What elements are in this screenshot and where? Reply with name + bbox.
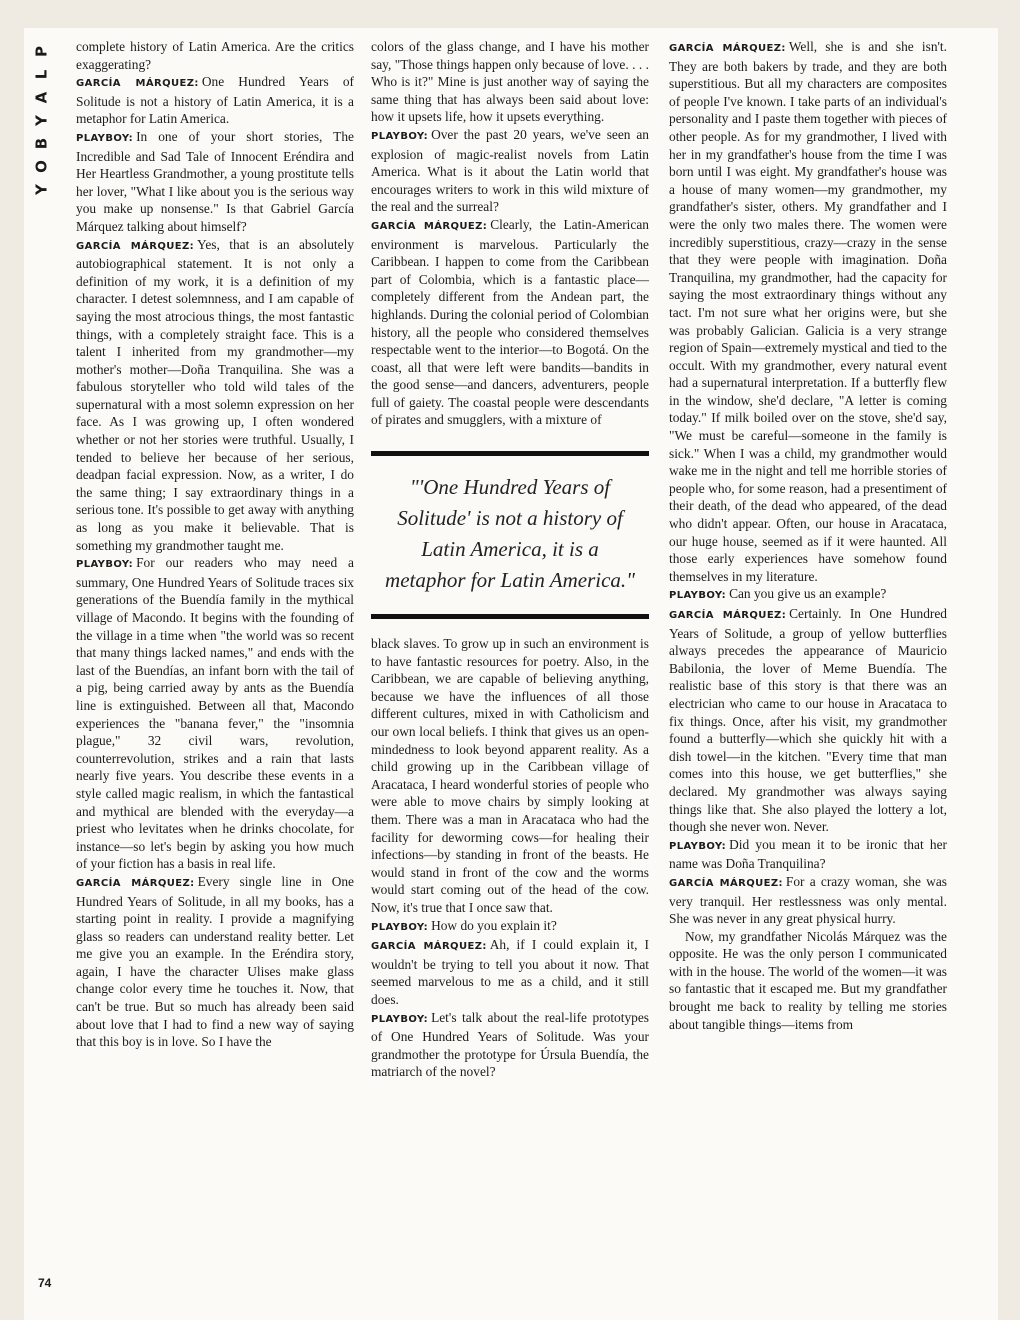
text-column-1 [76, 38, 354, 1051]
paragraph-text: Every single line in One Hundred Years of Solitude, in all my books, has a starting point in reality. I provide a magnifying glass so readers can understand reality better. Let me give you an example. In the Eréndira story, again, I have the character Ulises make glass change color every time he touches it. Now, that can't be true. But so much has already been said about love that I had to find a new way of saying that this boy is in love. So I have the [76, 873, 354, 1050]
paragraph-text: Clearly, the Latin-American environment is marvelous. Particularly the Caribbean. I happen to come from the Caribbean part of Colombia, which is a fantastic place—completely different from the Andean part, the highlands. During the colonial period of Colombian history, all the people who considered themselves respectable went to the interior—to Bogotá. On the coast, all that were left were bandits—bandits in the good sense—and dancers, adventurers, people full of gaiety. The coastal people were descendants of pirates and smugglers, with a mixture of [371, 216, 649, 428]
speaker-label: GARCÍA MÁRQUEZ: [669, 877, 783, 889]
paragraph-text: Ah, if I could explain it, I wouldn't be trying to tell you about it now. That seemed marvelous to me as a child, and it still does. [371, 937, 649, 1007]
text-column-2 [371, 38, 649, 1081]
paragraph [669, 605, 947, 836]
paragraph-text: colors of the glass change, and I have his mother say, "Those things happen only because of love. . . . Who is it?" Mine is just another way of saying the same thing that has always been said about love: how it upsets life, how it upsets everything. [371, 39, 649, 125]
speaker-label: PLAYBOY: [371, 921, 429, 933]
paragraph-text: For our readers who may need a summary, One Hundred Years of Solitude traces six generations of the Buendía family in the mythical village of Macondo. It begins with the founding of the village in a time when "the world was so recent that many things lacked names," and ends with the last of the Buendías, an infant born with the tail of a pig, being carried away by ants as the Buendía line is extinguished. Between all that, Macondo experiences the "banana fever," the "insomnia plague," 32 civil wars, revolution, counterrevolution, strikes and a rain that lasts nearly five years. You describe these events in a style called magic realism, in which the fantastical and mythical are blended with the everyday—a priest who levitates when he drinks chocolate, for instance—so let's begin by asking you how much of your fiction has a basis in real life. [76, 555, 354, 872]
paragraph [371, 917, 649, 937]
paragraph [76, 236, 354, 555]
speaker-label: GARCÍA MÁRQUEZ: [669, 610, 787, 621]
paragraph-text: Let's talk about the real-life prototypes of One Hundred Years of Solitude. Was your grandmother the prototype for Úrsula Buendía, the matriarch of the novel? [371, 1009, 649, 1080]
paragraph-text: For a crazy woman, she was very tranquil. Her restlessness was only mental. She was never in any great physical hurry. [669, 873, 947, 927]
paragraph-text: Certainly. In One Hundred Years of Solitude, a group of yellow butterflies always precedes the appearance of Mauricio Babilonia, the lover of Meme Buendía. The realistic base of this story is that there was an electrician who came to our house in Aracataca to fix things. Once, after his visit, my grandmother found a butterfly—which she quickly hit with a dish towel—in the kitchen. "Every time that man comes into this house, we get butterflies," she declared. My grandmother was always saying things like that. She also played the lottery a lot, though she never won. Never. [669, 606, 947, 835]
speaker-label: GARCÍA MÁRQUEZ: [76, 240, 195, 252]
magazine-page [24, 28, 998, 1320]
paragraph-text: One Hundred Years of Solitude is not a history of Latin America, it is a metaphor for Latin America. [76, 74, 354, 127]
paragraph-text: complete history of Latin America. Are the critics exaggerating? [76, 39, 354, 72]
speaker-label: PLAYBOY: [76, 132, 134, 144]
magazine-title-letter: B [32, 137, 51, 150]
magazine-title-letter: Y [32, 115, 51, 126]
paragraph-text: Well, she is and she isn't. They are both bakers by trade, and they are both superstitious. But all my characters are composites of people I've known. I take parts of an individual's personality and I paste them together with pieces of other people. As for my grandmother, I lived with her in my grandfather's house from the time I was born until I was eight. My grandfather's house was a house of many women—my grandmother, my grandfather's sister, others. My grandfather and I were the only two males there. The women were incredibly superstitious, crazy—crazy in the sense that they were people with imagination. Doña Tranquilina, my grandmother, had the capacity for saying the most extraordinary things without any tact. I'm not sure what her origins were, but she was probably Galician. Galicia is a very strange region of Spain—extremely mystical and tied to the occult. With my grandmother, every natural event had a supernatural interpretation. If a butterfly flew in the window, she'd declare, "A letter is coming today." If milk boiled over on the stove, she'd say, "We must be careful—someone in the family is sick." When I was a child, my grandmother would wake me in the night and tell me horrible stories of people who, for some reason, had a presentiment of their death, of the dead who appeared, of the dead who didn't appear. Often, our house in Aracataca, our huge house, seemed as if it were haunted. All those early experiences have somehow found themselves in my literature. [669, 39, 948, 584]
speaker-label: GARCÍA MÁRQUEZ: [371, 220, 488, 232]
text-column-3 [669, 38, 947, 1033]
paragraph [669, 873, 947, 928]
paragraph [371, 1009, 649, 1081]
paragraph [371, 936, 649, 1008]
paragraph-text: Now, my grandfather Nicolás Márquez was the opposite. He was the only person I communicated with in the house. The world of the women—it was so fantastic that it escaped me. But my grandfather brought me back to reality by telling me stories about tangible things—items from [669, 928, 947, 1032]
speaker-label: PLAYBOY: [669, 840, 727, 852]
magazine-title-letter: L [32, 69, 51, 80]
column-2-top-text [371, 38, 649, 429]
paragraph-text: In one of your short stories, The Incredible and Sad Tale of Innocent Eréndira and Her Heartless Grandmother, a young prostitute tells her lover, "What I like about you is the serious way you make up nonsense." Is that Gabriel García Márquez talking about himself? [76, 128, 354, 234]
paragraph-text: Over the past 20 years, we've seen an explosion of magic-realist novels from Latin America. What is it about the Latin world that encourages writers to work in this wild mixture of the real and the surreal? [371, 126, 649, 215]
page-number: 74 [38, 1276, 52, 1290]
magazine-title-letter: O [32, 160, 51, 173]
magazine-title-letter: Y [32, 184, 51, 195]
paragraph [76, 873, 354, 1051]
magazine-title-letter: P [32, 46, 51, 57]
paragraph [371, 635, 649, 917]
speaker-label: GARCÍA MÁRQUEZ: [371, 941, 487, 953]
paragraph-text: Yes, that is an absolutely autobiographical statement. It is not only a definition of my work, it is a definition of my character. I detest solemnness, and I am capable of saying the most atrocious things, the most fantastic things, with a completely straight face. This is a talent I inherited from my grandmother—my mother's mother—Doña Tranquilina. She was a fabulous storyteller who told wild tales of the supernatural with a most solemn expression on her face. As I was growing up, I often wondered whether or not her stories were truthful. Usually, I tended to believe her because of her serious, deadpan facial expression. Now, as a writer, I do the same thing; I say extraordinary things in a serious tone. It's possible to get away with anything as long as you make it believable. That is something my grandmother taught me. [76, 236, 354, 553]
paragraph [76, 128, 354, 236]
paragraph-text: Did you mean it to be ironic that her name was Doña Tranquilina? [669, 836, 947, 872]
speaker-label: GARCÍA MÁRQUEZ: [76, 877, 195, 889]
paragraph [371, 38, 649, 126]
speaker-label: GARCÍA MÁRQUEZ: [76, 78, 199, 90]
magazine-title-letter: A [32, 91, 51, 104]
paragraph [669, 585, 947, 605]
paragraph [371, 126, 649, 216]
paragraph [76, 38, 354, 73]
paragraph [371, 216, 649, 429]
paragraph [76, 554, 354, 873]
speaker-label: GARCÍA MÁRQUEZ: [669, 43, 786, 54]
pull-quote: "'One Hundred Years of Solitude' is not a history of Latin America, it is a metaphor for Latin America." [371, 451, 649, 619]
paragraph [669, 38, 947, 585]
speaker-label: PLAYBOY: [371, 130, 429, 142]
paragraph [669, 836, 947, 873]
column-2-bottom-text [371, 635, 649, 1081]
paragraph-text: Can you give us an example? [729, 586, 887, 602]
paragraph-text: How do you explain it? [431, 917, 557, 933]
paragraph [669, 928, 947, 1034]
speaker-label: PLAYBOY: [371, 1013, 429, 1025]
speaker-label: PLAYBOY: [76, 559, 134, 571]
paragraph-text: black slaves. To grow up in such an environment is to have fantastic resources for poetry. Also, in the Caribbean, we are capable of believing anything, because we have the influences of all those different cultures, mixed in with Catholicism and our own local beliefs. I think that gives us an open-mindedness to look beyond apparent reality. As a child growing up in the Caribbean village of Aracataca, I heard wonderful stories of people who were able to move chairs by simply looking at them. There was a man in Aracataca who had the facility for deworming cows—for healing their infections—by standing in front of the beasts. He would stand in front of the cow and the worms would start coming out of the head of the cow. Now, it's true that I once saw that. [371, 636, 649, 915]
paragraph [76, 73, 354, 128]
speaker-label: PLAYBOY: [669, 590, 727, 602]
magazine-side-title [30, 40, 54, 201]
